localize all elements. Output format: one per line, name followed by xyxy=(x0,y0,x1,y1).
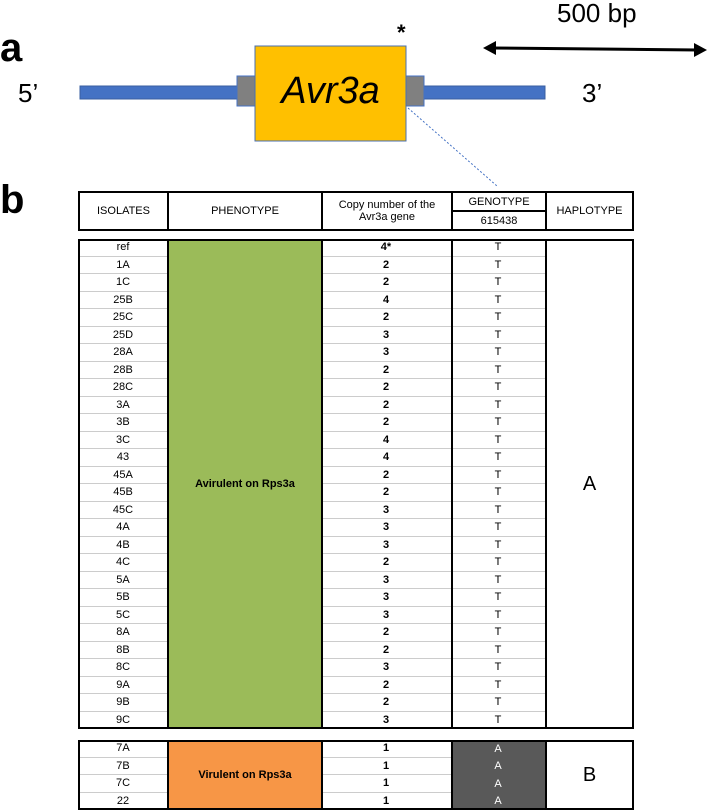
haplotype-cell: A xyxy=(545,239,634,729)
copy-number-cell: 4 xyxy=(321,292,451,310)
genotype-cell: T xyxy=(451,379,545,397)
genotype-cell: T xyxy=(451,712,545,730)
isolate-cell: 28B xyxy=(78,362,168,380)
copy-number-cell: 2 xyxy=(321,624,451,642)
genotype-cell: T xyxy=(451,432,545,450)
isolate-cell: 25C xyxy=(78,309,168,327)
isolate-cell: 9C xyxy=(78,712,168,730)
genotype-cell: T xyxy=(451,502,545,520)
scale-label: 500 bp xyxy=(557,0,637,28)
five-prime-label: 5’ xyxy=(18,78,39,108)
isolate-cell: 5A xyxy=(78,572,168,590)
isolate-cell: 8B xyxy=(78,642,168,660)
genotype-cell: T xyxy=(451,327,545,345)
scale-arrow xyxy=(492,48,698,50)
copy-number-cell: 3 xyxy=(321,572,451,590)
copy-number-cell: 1 xyxy=(321,793,451,811)
isolate-cell: 7A xyxy=(78,740,168,758)
genotype-column-border xyxy=(451,239,547,729)
genotype-cell: T xyxy=(451,484,545,502)
isolate-cell: 4A xyxy=(78,519,168,537)
three-prime-label: 3’ xyxy=(582,78,603,108)
genotype-cell: T xyxy=(451,537,545,555)
isolate-cell: 3C xyxy=(78,432,168,450)
haplotype-cell: B xyxy=(545,740,634,810)
copy-number-cell: 2 xyxy=(321,257,451,275)
isolate-cell: 22 xyxy=(78,793,168,811)
copy-number-cell: 3 xyxy=(321,607,451,625)
copy-number-cell: 2 xyxy=(321,484,451,502)
copy-number-cell: 4 xyxy=(321,449,451,467)
genotype-cell: T xyxy=(451,257,545,275)
isolate-cell: 8C xyxy=(78,659,168,677)
isolate-cell: 7C xyxy=(78,775,168,793)
genotype-cell: T xyxy=(451,414,545,432)
genotype-cell: A xyxy=(494,777,502,790)
genotype-cell: A xyxy=(494,760,502,773)
snp-asterisk: * xyxy=(397,20,406,45)
genotype-cell: T xyxy=(451,624,545,642)
isolate-cell: 9A xyxy=(78,677,168,695)
genotype-cell: T xyxy=(451,642,545,660)
isolate-cell: 9B xyxy=(78,694,168,712)
copy-number-cell: 2 xyxy=(321,677,451,695)
header-haplotype: HAPLOTYPE xyxy=(545,191,634,231)
copy-number-cell: 3 xyxy=(321,589,451,607)
copy-number-cell: 3 xyxy=(321,502,451,520)
genotype-cell: A xyxy=(494,795,502,808)
copy-number-cell: 2 xyxy=(321,642,451,660)
arrow-left-icon xyxy=(483,41,496,55)
isolate-cell: 5C xyxy=(78,607,168,625)
genotype-cell: T xyxy=(451,659,545,677)
copy-number-cell: 2 xyxy=(321,309,451,327)
genotype-cell: T xyxy=(451,309,545,327)
snp-pointer-line xyxy=(408,108,497,186)
copy-number-cell: 4* xyxy=(321,239,451,257)
genotype-cell: T xyxy=(451,572,545,590)
phenotype-cell: Virulent on Rps3a xyxy=(167,740,323,810)
copy-number-cell: 2 xyxy=(321,362,451,380)
copy-number-cell: 2 xyxy=(321,467,451,485)
genotype-cell: T xyxy=(451,449,545,467)
copy-number-cell: 2 xyxy=(321,694,451,712)
copy-number-cell: 3 xyxy=(321,712,451,730)
genotype-cell: A xyxy=(494,742,502,755)
copy-number-cell: 3 xyxy=(321,659,451,677)
isolate-cell: ref xyxy=(78,239,168,257)
genotype-cell: T xyxy=(451,292,545,310)
genotype-cell: T xyxy=(451,607,545,625)
isolate-cell: 25B xyxy=(78,292,168,310)
panel-b-label: b xyxy=(0,178,25,222)
genotype-cell: T xyxy=(451,519,545,537)
copy-number-cell: 2 xyxy=(321,379,451,397)
header-copy-number: Copy number of the Avr3a gene xyxy=(321,191,453,231)
isolate-cell: 7B xyxy=(78,758,168,776)
isolate-cell: 5B xyxy=(78,589,168,607)
isolate-cell: 3B xyxy=(78,414,168,432)
isolate-cell: 45B xyxy=(78,484,168,502)
utr-left xyxy=(237,76,255,106)
genotype-cell: T xyxy=(451,362,545,380)
header-genotype-position: 615438 xyxy=(451,210,547,231)
copy-number-cell: 3 xyxy=(321,327,451,345)
phenotype-cell: Avirulent on Rps3a xyxy=(167,239,323,729)
isolate-cell: 45C xyxy=(78,502,168,520)
genotype-cell: T xyxy=(451,274,545,292)
genotype-cell: T xyxy=(451,589,545,607)
isolate-cell: 8A xyxy=(78,624,168,642)
panel-a-label: a xyxy=(0,26,23,70)
gene-name: Avr3a xyxy=(281,70,380,112)
genotype-cell: T xyxy=(451,694,545,712)
isolates-column-border xyxy=(78,239,169,729)
copy-number-cell: 2 xyxy=(321,414,451,432)
isolate-cell: 45A xyxy=(78,467,168,485)
copy-number-cell: 3 xyxy=(321,537,451,555)
isolate-cell: 43 xyxy=(78,449,168,467)
isolate-cell: 1C xyxy=(78,274,168,292)
copy-number-cell: 4 xyxy=(321,432,451,450)
copy-number-cell: 2 xyxy=(321,397,451,415)
copy-number-cell: 2 xyxy=(321,554,451,572)
header-genotype: GENOTYPE xyxy=(451,191,547,212)
arrow-right-icon xyxy=(694,43,707,57)
copy-number-cell: 2 xyxy=(321,274,451,292)
copy-number-cell: 1 xyxy=(321,775,451,793)
isolate-cell: 4B xyxy=(78,537,168,555)
copy-number-column-border xyxy=(321,740,453,810)
copy-number-cell: 1 xyxy=(321,758,451,776)
genotype-cell: T xyxy=(451,397,545,415)
genotype-cell: T xyxy=(451,554,545,572)
isolate-cell: 28A xyxy=(78,344,168,362)
genotype-cell: T xyxy=(451,239,545,257)
isolates-column-border xyxy=(78,740,169,810)
header-isolates: ISOLATES xyxy=(78,191,169,231)
genotype-cell: T xyxy=(451,344,545,362)
utr-right xyxy=(406,76,424,106)
copy-number-cell: 3 xyxy=(321,519,451,537)
copy-number-cell: 1 xyxy=(321,740,451,758)
copy-number-column-border xyxy=(321,239,453,729)
genotype-cell: T xyxy=(451,677,545,695)
isolate-cell: 28C xyxy=(78,379,168,397)
isolate-cell: 3A xyxy=(78,397,168,415)
isolate-cell: 1A xyxy=(78,257,168,275)
isolate-cell: 25D xyxy=(78,327,168,345)
genotype-cell: T xyxy=(451,467,545,485)
copy-number-cell: 3 xyxy=(321,344,451,362)
isolate-cell: 4C xyxy=(78,554,168,572)
header-phenotype: PHENOTYPE xyxy=(167,191,323,231)
